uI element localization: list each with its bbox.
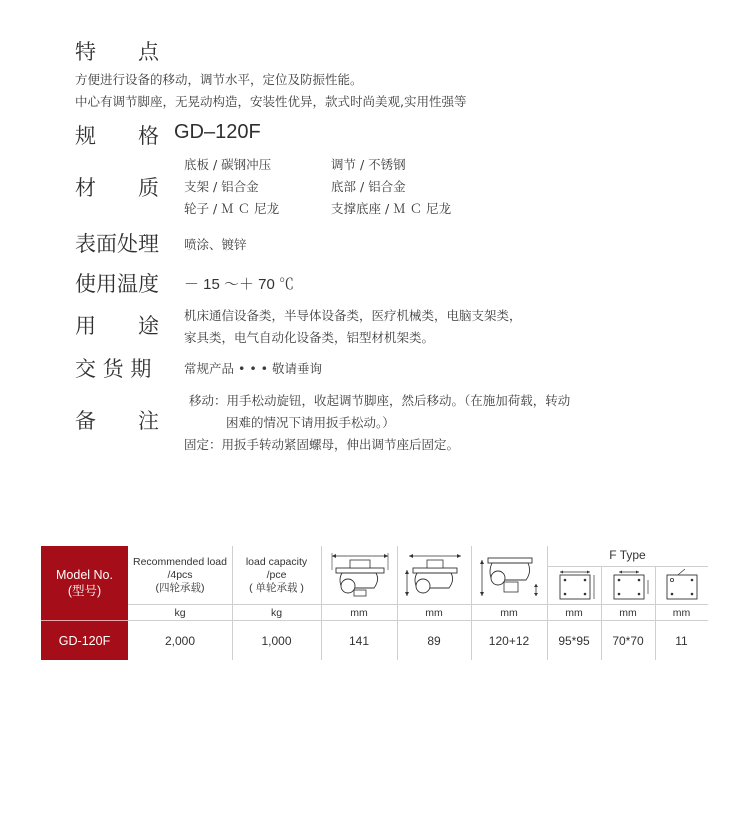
f-type-header: F Type <box>609 548 646 562</box>
header-line: load capacity <box>245 555 308 568</box>
material-item: 支撑底座 / Ｍ Ｃ 尼龙 <box>331 201 452 216</box>
header-line: Recommended load <box>133 555 227 568</box>
model-value: GD-120F <box>58 633 111 648</box>
material-item: 调节 / 不锈钢 <box>331 157 406 172</box>
notes-heading: 备 注 <box>75 409 159 433</box>
value-cell: 89 <box>427 633 441 648</box>
header-line: /pce <box>266 568 287 581</box>
temperature-value: － 15 ～＋ 70 ℃ <box>184 276 295 293</box>
value-cell: 2,000 <box>164 633 196 648</box>
notes-line-1: 移动：用手松动旋钮，收起调节脚座，然后移动。（在施加荷载，转动 <box>189 393 571 408</box>
unit-cell: mm <box>619 606 637 619</box>
delivery-value: 常规产品 • • • 敬请垂询 <box>184 361 323 376</box>
model-header-cell <box>41 546 128 620</box>
material-item: 底部 / 铝合金 <box>331 179 406 194</box>
unit-cell: mm <box>672 606 691 619</box>
header-line: ( 单轮承载 ) <box>249 581 304 594</box>
value-cell: 120+12 <box>488 633 530 648</box>
unit-cell: mm <box>425 606 443 619</box>
features-line-1: 方便进行设备的移动，调节水平，定位及防振性能。 <box>75 72 363 87</box>
plate-size-diagram-icon <box>548 568 601 602</box>
model-header-cn: (型号) <box>67 584 102 598</box>
wheel-height-diagram-icon <box>398 548 471 602</box>
model-name: GD–120F <box>174 121 261 143</box>
unit-cell: kg <box>270 606 283 619</box>
material-heading: 材 质 <box>75 176 159 200</box>
header-line: (四轮承载) <box>155 581 205 594</box>
material-item: 支架 / 铝合金 <box>184 179 259 194</box>
unit-cell: kg <box>174 606 186 619</box>
unit-cell: mm <box>565 606 583 619</box>
features-line-2: 中心有调节脚座，无晃动构造，安装性优异，款式时尚美观,实用性强等 <box>75 94 467 109</box>
value-cell: 141 <box>348 633 370 648</box>
features-heading: 特 点 <box>75 40 159 64</box>
value-cell: 70*70 <box>612 633 644 648</box>
spec-table <box>41 546 708 660</box>
value-cell: 95*95 <box>558 633 590 648</box>
value-cell: 1,000 <box>261 633 292 648</box>
ftype-divider <box>547 566 708 567</box>
unit-cell: mm <box>350 606 368 619</box>
spec-heading: 规 格 <box>75 124 159 148</box>
material-item: 轮子 / Ｍ Ｃ 尼龙 <box>184 201 280 216</box>
value-cell: 11 <box>675 633 688 648</box>
notes-line-2: 困难的情况下请用扳手松动。） <box>226 415 395 430</box>
hole-pitch-diagram-icon <box>602 568 655 602</box>
usage-line-1: 机床通信设备类，半导体设备类，医疗机械类，电脑支架类， <box>184 308 522 323</box>
model-header-en: Model No. <box>56 568 113 582</box>
surface-heading: 表面处理 <box>75 232 159 256</box>
usage-heading: 用 途 <box>75 314 159 338</box>
header-line: /4pcs <box>167 568 193 581</box>
delivery-heading: 交 货 期 <box>75 357 152 381</box>
material-item: 底板 / 碳钢冲压 <box>184 157 272 172</box>
overall-height-diagram-icon <box>322 548 397 602</box>
adjust-height-diagram-icon <box>472 548 547 602</box>
usage-line-2: 家具类，电气自动化设备类，铝型材机架类。 <box>184 330 435 345</box>
load-capacity-header <box>232 552 321 598</box>
hole-diameter-diagram-icon <box>656 568 708 602</box>
temperature-heading: 使用温度 <box>75 272 159 296</box>
unit-cell: mm <box>500 606 518 619</box>
notes-line-3: 固定：用扳手转动紧固螺母，伸出调节座后固定。 <box>184 437 460 452</box>
recommended-load-header <box>128 552 232 598</box>
surface-value: 喷涂、镀锌 <box>184 237 247 252</box>
